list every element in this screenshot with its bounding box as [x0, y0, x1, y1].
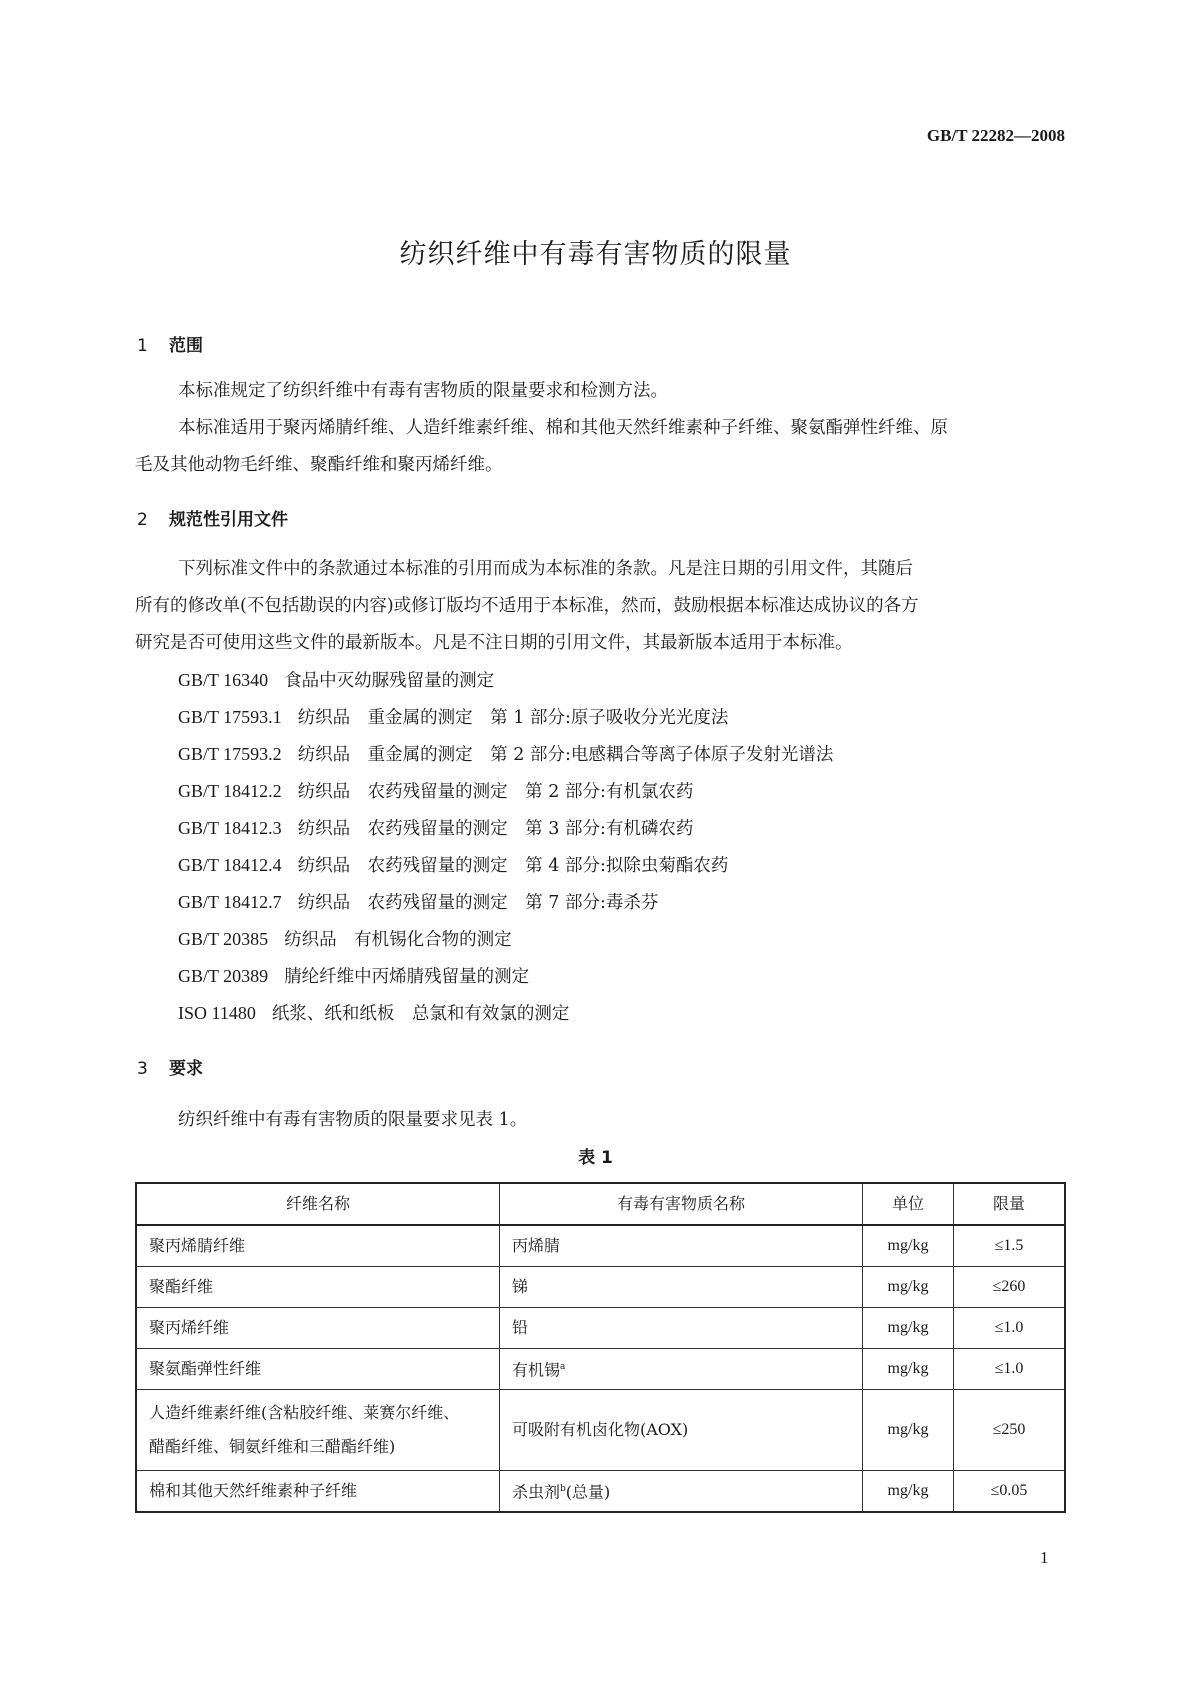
reference-title: 纺织品 农药残留量的测定 第 4 部分:拟除虫菊酯农药 [297, 856, 729, 876]
reference-item [178, 778, 693, 803]
substance-name: 丙烯腈 [500, 1225, 863, 1267]
table-row [136, 1349, 1065, 1390]
reference-item [178, 852, 728, 877]
paragraph: 毛及其他动物毛纤维、聚酯纤维和聚丙烯纤维。 [135, 455, 503, 475]
reference-code: GB/T 17593.2 [178, 744, 282, 764]
table-row [136, 1308, 1065, 1349]
standard-number: GB/T 22282—2008 [926, 126, 1065, 145]
table-row [136, 1267, 1065, 1308]
column-header: 单位 [863, 1183, 954, 1225]
unit: mg/kg [863, 1308, 954, 1349]
reference-title: 食品中灭幼脲残留量的测定 [284, 671, 495, 691]
section-number: 3 [137, 1059, 148, 1079]
paragraph: 纺织纤维中有毒有害物质的限量要求见表 1。 [178, 1110, 528, 1130]
reference-title: 纸浆、纸和纸板 总氯和有效氯的测定 [271, 1004, 570, 1024]
substance-name [500, 1349, 863, 1390]
limit: ≤0.05 [954, 1471, 1066, 1513]
section-title: 规范性引用文件 [169, 510, 288, 530]
reference-title: 纺织品 重金属的测定 第 2 部分:电感耦合等离子体原子发射光谱法 [297, 745, 834, 765]
limit: ≤1.0 [954, 1308, 1066, 1349]
reference-code: GB/T 18412.2 [178, 781, 282, 801]
unit: mg/kg [863, 1225, 954, 1267]
substance-name: 可吸附有机卤化物(AOX) [500, 1390, 863, 1471]
document-title: 纺织纤维中有毒有害物质的限量 [399, 239, 792, 270]
substance-name: 锑 [500, 1267, 863, 1308]
limit: ≤250 [954, 1390, 1066, 1471]
section-title: 范围 [169, 336, 203, 356]
limit: ≤260 [954, 1267, 1066, 1308]
section-heading-requirements [137, 1054, 203, 1079]
reference-code: GB/T 18412.3 [178, 818, 282, 838]
paragraph: 本标准规定了纺织纤维中有毒有害物质的限量要求和检测方法。 [178, 381, 668, 401]
substance-text: 杀虫剂 [512, 1482, 561, 1502]
limit: ≤1.5 [954, 1225, 1066, 1267]
paragraph: 研究是否可使用这些文件的最新版本。凡是不注日期的引用文件，其最新版本适用于本标准。 [135, 633, 853, 653]
reference-code: GB/T 20389 [178, 966, 269, 986]
reference-code: GB/T 16340 [178, 670, 269, 690]
table-header-row [136, 1183, 1065, 1225]
reference-item [178, 815, 693, 840]
fiber-name: 聚丙烯腈纤维 [136, 1225, 500, 1267]
reference-title: 纺织品 农药残留量的测定 第 3 部分:有机磷农药 [297, 819, 694, 839]
reference-title: 纺织品 重金属的测定 第 1 部分:原子吸收分光光度法 [297, 708, 729, 728]
unit: mg/kg [863, 1390, 954, 1471]
reference-code: GB/T 17593.1 [178, 707, 282, 727]
reference-item [178, 1000, 569, 1025]
section-heading-normative [137, 505, 288, 530]
reference-title: 纺织品 农药残留量的测定 第 2 部分:有机氯农药 [297, 782, 694, 802]
fiber-name: 聚酯纤维 [136, 1267, 500, 1308]
limits-table [135, 1182, 1066, 1513]
column-header: 纤维名称 [136, 1183, 500, 1225]
reference-title: 纺织品 农药残留量的测定 第 7 部分:毒杀芬 [297, 893, 659, 913]
page-number: 1 [1040, 1548, 1049, 1567]
unit: mg/kg [863, 1471, 954, 1513]
reference-item [178, 704, 728, 729]
unit: mg/kg [863, 1349, 954, 1390]
reference-title: 腈纶纤维中丙烯腈残留量的测定 [284, 967, 530, 987]
column-header: 限量 [954, 1183, 1066, 1225]
footnote-marker: b [560, 1484, 566, 1495]
column-header: 有毒有害物质名称 [500, 1183, 863, 1225]
fiber-name: 棉和其他天然纤维素种子纤维 [136, 1471, 500, 1513]
footnote-marker: a [560, 1362, 566, 1373]
fiber-name-line: 人造纤维素纤维(含粘胶纤维、莱赛尔纤维、 [149, 1403, 460, 1422]
reference-code: GB/T 20385 [178, 929, 269, 949]
paragraph: 本标准适用于聚丙烯腈纤维、人造纤维素纤维、棉和其他天然纤维素种子纤维、聚氨酯弹性纤维、原 [178, 418, 948, 438]
paragraph: 下列标准文件中的条款通过本标准的引用而成为本标准的条款。凡是注日期的引用文件，其随后 [178, 559, 913, 579]
section-number: 1 [137, 336, 148, 356]
reference-title: 纺织品 有机锡化合物的测定 [284, 930, 512, 950]
section-heading-scope [137, 331, 203, 356]
table-caption: 表 1 [578, 1148, 613, 1168]
reference-item [178, 963, 529, 988]
fiber-name-line: 醋酯纤维、铜氨纤维和三醋酯纤维) [149, 1437, 396, 1456]
reference-code: ISO 11480 [178, 1003, 256, 1023]
table-row [136, 1390, 1065, 1471]
fiber-name: 聚氨酯弹性纤维 [136, 1349, 500, 1390]
unit: mg/kg [863, 1267, 954, 1308]
substance-suffix: (总量) [565, 1482, 611, 1502]
reference-item [178, 667, 494, 692]
reference-item [178, 926, 512, 951]
table-row [136, 1471, 1065, 1513]
reference-code: GB/T 18412.7 [178, 892, 282, 912]
reference-item [178, 889, 658, 914]
table-row [136, 1225, 1065, 1267]
substance-text: 有机锡 [512, 1360, 561, 1380]
fiber-name [136, 1390, 500, 1471]
reference-item [178, 741, 833, 766]
substance-name: 铅 [500, 1308, 863, 1349]
fiber-name: 聚丙烯纤维 [136, 1308, 500, 1349]
reference-code: GB/T 18412.4 [178, 855, 282, 875]
section-number: 2 [137, 510, 148, 530]
substance-name [500, 1471, 863, 1513]
limit: ≤1.0 [954, 1349, 1066, 1390]
section-title: 要求 [169, 1059, 203, 1079]
paragraph: 所有的修改单(不包括勘误的内容)或修订版均不适用于本标准，然而，鼓励根据本标准达成协议的各方 [135, 596, 919, 616]
